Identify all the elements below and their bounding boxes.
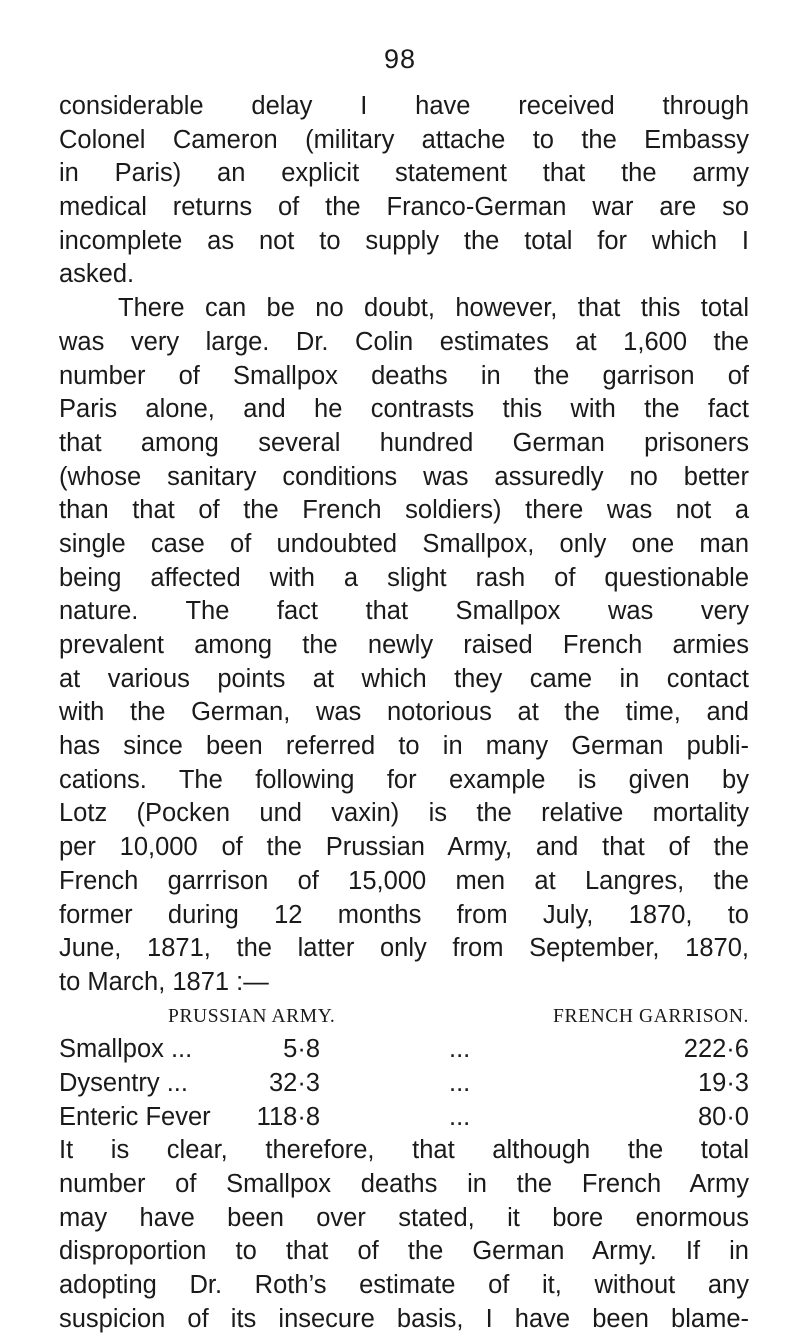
text-line: disproportion to that of the German Army. If in xyxy=(59,1237,749,1266)
text-line: former during 12 months from July, 1870, to xyxy=(59,900,749,929)
text-line: in Paris) an explicit statement that the army xyxy=(59,159,749,188)
text-line: number of Smallpox deaths in the French Army xyxy=(59,1170,749,1198)
text-line: than that of the French soldiers) there was not a xyxy=(59,496,749,525)
prussian-value: 32·3 xyxy=(268,1068,320,1097)
text-line: medical returns of the Franco-German war are so xyxy=(59,193,749,222)
text-line: per 10,000 of the Prussian Army, and that of the xyxy=(59,833,749,862)
text-line: considerable delay I have received through xyxy=(59,92,749,120)
text-line: being affected with a slight rash of questionable xyxy=(59,563,749,592)
table-row xyxy=(59,1033,749,1067)
row-label: Smallpox ... xyxy=(59,1035,193,1064)
text-line: nature. The fact that Smallpox was very xyxy=(59,597,749,626)
table-header xyxy=(59,1000,749,1034)
text-line: may have been over stated, it bore enormous xyxy=(59,1203,749,1232)
prussian-value: 118·8 xyxy=(256,1102,320,1131)
text-line: single case of undoubted Smallpox, only one man xyxy=(59,529,749,558)
text-line: has since been referred to in many German publi- xyxy=(59,732,749,761)
text-line: at various points at which they came in contact xyxy=(59,664,749,693)
text-line: to March, 1871 :— xyxy=(59,967,269,996)
text-line: French garrrison of 15,000 men at Langres, the xyxy=(59,866,749,895)
french-value: 19·3 xyxy=(697,1068,749,1097)
leader-dots: ... xyxy=(449,1035,471,1064)
text-line: incomplete as not to supply the total for which I xyxy=(59,226,749,255)
text-line: suspicion of its insecure basis, I have been blame- xyxy=(59,1304,749,1333)
row-label: Dysentry ... xyxy=(59,1068,188,1097)
text-line: Paris alone, and he contrasts this with the fact xyxy=(59,395,749,424)
prussian-value: 5·8 xyxy=(283,1035,320,1064)
french-value: 80·0 xyxy=(697,1102,749,1131)
text-line: June, 1871, the latter only from September, 1870, xyxy=(59,934,749,963)
text-line: with the German, was notorious at the time, and xyxy=(59,698,749,727)
text-line: It is clear, therefore, that although the total xyxy=(59,1136,749,1165)
text-line: (whose sanitary conditions was assuredly no better xyxy=(59,462,749,491)
text-line: asked. xyxy=(59,260,135,289)
leader-dots: ... xyxy=(449,1102,471,1131)
text-line: Colonel Cameron (military attache to the Embassy xyxy=(59,125,749,154)
leader-dots: ... xyxy=(449,1068,471,1097)
column-header-french: FRENCH GARRISON. xyxy=(553,1005,749,1027)
text-line: that among several hundred German prisoners xyxy=(59,428,749,457)
column-header-prussian: PRUSSIAN ARMY. xyxy=(168,1005,336,1027)
text-line: was very large. Dr. Colin estimates at 1,600 the xyxy=(59,327,749,356)
text-line: number of Smallpox deaths in the garrison of xyxy=(59,361,749,390)
text-line: cations. The following for example is given by xyxy=(59,765,749,794)
text-line: Lotz (Pocken und vaxin) is the relative mortality xyxy=(59,799,749,828)
text-line: There can be no doubt, however, that this total xyxy=(118,294,749,323)
row-label: Enteric Fever xyxy=(59,1102,211,1131)
french-value: 222·6 xyxy=(683,1035,749,1064)
body-text xyxy=(59,90,749,1336)
text-line: prevalent among the newly raised French armies xyxy=(59,631,749,659)
page-number: 98 xyxy=(383,44,417,74)
text-line: adopting Dr. Roth’s estimate of it, without any xyxy=(59,1271,749,1300)
table-row xyxy=(59,1067,749,1101)
table-row xyxy=(59,1101,749,1135)
